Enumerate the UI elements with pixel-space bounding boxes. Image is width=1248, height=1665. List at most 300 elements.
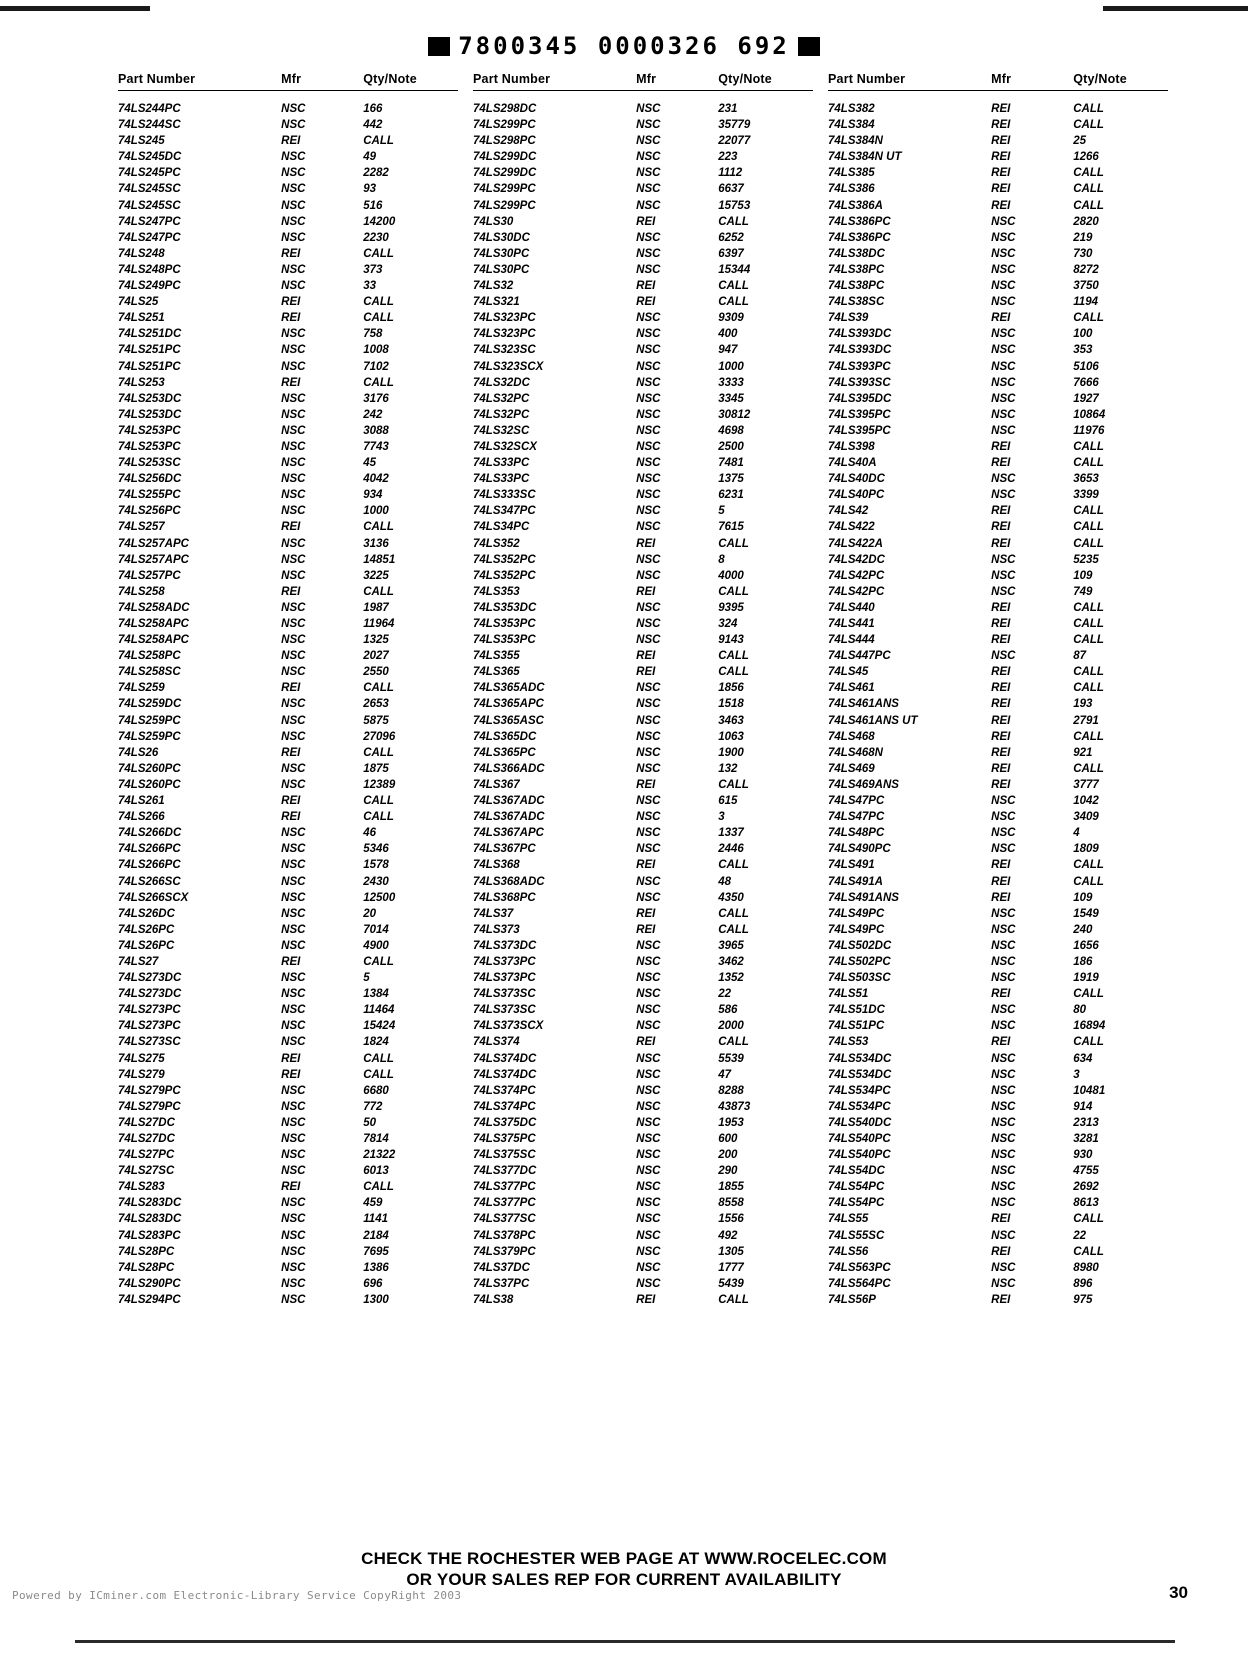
table-row bbox=[828, 632, 1168, 648]
cell-part-number: 74LS260PC bbox=[118, 778, 181, 791]
cell-part-number: 74LS323PC bbox=[473, 328, 536, 341]
cell-part-number: 74LS398 bbox=[828, 440, 875, 453]
cell-qty-note: CALL bbox=[718, 859, 749, 872]
cell-mfr: NSC bbox=[636, 1100, 661, 1113]
cell-mfr: NSC bbox=[991, 1084, 1016, 1097]
cell-part-number: 74LS461ANS bbox=[828, 698, 899, 711]
cell-qty-note: CALL bbox=[718, 666, 749, 679]
cell-qty-note: 1000 bbox=[718, 360, 744, 373]
cell-qty-note: 8558 bbox=[718, 1197, 744, 1210]
table-row bbox=[473, 342, 813, 358]
table-row bbox=[118, 600, 458, 616]
cell-part-number: 74LS42PC bbox=[828, 569, 885, 582]
cell-mfr: NSC bbox=[636, 328, 661, 341]
cell-mfr: NSC bbox=[281, 440, 306, 453]
cell-qty-note: 7615 bbox=[718, 521, 744, 534]
cell-qty-note: 231 bbox=[718, 103, 738, 115]
cell-part-number: 74LS55SC bbox=[828, 1229, 885, 1242]
table-row bbox=[473, 906, 813, 922]
cell-qty-note: CALL bbox=[718, 215, 749, 228]
cell-part-number: 74LS283DC bbox=[118, 1197, 182, 1210]
cell-part-number: 74LS422A bbox=[828, 537, 883, 550]
cell-part-number: 74LS384N bbox=[828, 135, 883, 148]
cell-part-number: 74LS367ADC bbox=[473, 795, 545, 808]
cell-mfr: NSC bbox=[991, 1277, 1016, 1290]
table-row bbox=[828, 439, 1168, 455]
table-row bbox=[118, 262, 458, 278]
cell-mfr: NSC bbox=[281, 167, 306, 180]
cell-part-number: 74LS49PC bbox=[828, 923, 885, 936]
table-row bbox=[118, 825, 458, 841]
cell-mfr: NSC bbox=[991, 1004, 1016, 1017]
cell-qty-note: 896 bbox=[1073, 1277, 1093, 1290]
table-row bbox=[118, 745, 458, 761]
table-row bbox=[828, 310, 1168, 326]
cell-qty-note: CALL bbox=[718, 280, 749, 293]
table-row bbox=[828, 680, 1168, 696]
cell-mfr: NSC bbox=[281, 698, 306, 711]
table-row bbox=[473, 471, 813, 487]
cell-qty-note: 3 bbox=[718, 811, 725, 824]
cell-part-number: 74LS502DC bbox=[828, 939, 892, 952]
cell-part-number: 74LS395DC bbox=[828, 392, 892, 405]
cell-qty-note: CALL bbox=[1073, 1036, 1104, 1049]
cell-mfr: NSC bbox=[281, 1213, 306, 1226]
cell-qty-note: 22 bbox=[1073, 1229, 1087, 1242]
table-row bbox=[118, 423, 458, 439]
cell-qty-note: 1375 bbox=[718, 473, 744, 486]
table-row bbox=[118, 91, 458, 118]
cell-qty-note: 6013 bbox=[363, 1165, 389, 1178]
cell-qty-note: CALL bbox=[1073, 762, 1104, 775]
cell-mfr: NSC bbox=[281, 1245, 306, 1258]
cell-mfr: REI bbox=[991, 1293, 1011, 1306]
cell-part-number: 74LS299PC bbox=[473, 119, 536, 132]
cell-mfr: REI bbox=[991, 618, 1011, 630]
cell-mfr: NSC bbox=[991, 247, 1016, 260]
table-row bbox=[828, 648, 1168, 664]
cell-part-number: 74LS266DC bbox=[118, 827, 182, 840]
cell-mfr: NSC bbox=[281, 215, 306, 228]
cell-qty-note: CALL bbox=[363, 296, 394, 309]
cell-qty-note: 921 bbox=[1073, 746, 1093, 759]
cell-part-number: 74LS253PC bbox=[118, 440, 181, 453]
cell-mfr: NSC bbox=[991, 1181, 1016, 1194]
cell-qty-note: 47 bbox=[718, 1068, 732, 1081]
cell-part-number: 74LS258PC bbox=[118, 650, 181, 663]
cell-mfr: NSC bbox=[281, 505, 306, 518]
cell-qty-note: 696 bbox=[363, 1277, 383, 1290]
cell-mfr: NSC bbox=[281, 1277, 306, 1290]
table-row bbox=[473, 536, 813, 552]
cell-mfr: NSC bbox=[991, 215, 1016, 228]
table-row bbox=[473, 809, 813, 825]
cell-qty-note: 2653 bbox=[363, 698, 389, 711]
table-row bbox=[828, 713, 1168, 729]
table-row bbox=[473, 745, 813, 761]
cell-mfr: REI bbox=[281, 1052, 301, 1065]
cell-qty-note: 1987 bbox=[363, 601, 389, 614]
cell-qty-note: CALL bbox=[363, 585, 394, 598]
cell-mfr: NSC bbox=[991, 827, 1016, 840]
table-row bbox=[473, 632, 813, 648]
cell-part-number: 74LS534DC bbox=[828, 1052, 892, 1065]
cell-part-number: 74LS28PC bbox=[118, 1245, 175, 1258]
cell-qty-note: 10481 bbox=[1073, 1084, 1106, 1097]
cell-qty-note: CALL bbox=[1073, 1245, 1104, 1258]
footer-line-1: CHECK THE ROCHESTER WEB PAGE AT WWW.ROCELEC.COM bbox=[361, 1549, 887, 1568]
cell-qty-note: 2282 bbox=[363, 167, 389, 180]
cell-qty-note: 6231 bbox=[718, 489, 744, 502]
table-row bbox=[118, 922, 458, 938]
cell-part-number: 74LS32SC bbox=[473, 424, 530, 437]
cell-mfr: REI bbox=[991, 457, 1011, 470]
cell-mfr: NSC bbox=[636, 972, 661, 985]
cell-mfr: NSC bbox=[636, 843, 661, 856]
table-row bbox=[828, 246, 1168, 262]
cell-part-number: 74LS379PC bbox=[473, 1245, 536, 1258]
table-row bbox=[473, 1051, 813, 1067]
cell-mfr: NSC bbox=[991, 424, 1016, 437]
cell-mfr: NSC bbox=[636, 1277, 661, 1290]
cell-part-number: 74LS283PC bbox=[118, 1229, 181, 1242]
cell-part-number: 74LS38DC bbox=[828, 247, 885, 260]
cell-qty-note: 934 bbox=[363, 489, 383, 502]
cell-qty-note: CALL bbox=[718, 296, 749, 309]
cell-part-number: 74LS257PC bbox=[118, 569, 181, 582]
cell-qty-note: 2550 bbox=[363, 666, 389, 679]
cell-part-number: 74LS365 bbox=[473, 666, 520, 679]
cell-qty-note: 749 bbox=[1073, 585, 1093, 598]
cell-part-number: 74LS26 bbox=[118, 746, 159, 759]
cell-qty-note: 1386 bbox=[363, 1261, 389, 1274]
cell-part-number: 74LS377PC bbox=[473, 1197, 536, 1210]
cell-qty-note: 3225 bbox=[363, 569, 389, 582]
column-header-qty-note: Qty/Note bbox=[363, 72, 458, 91]
column-header-mfr: Mfr bbox=[636, 72, 718, 91]
table-row bbox=[828, 407, 1168, 423]
cell-mfr: NSC bbox=[991, 1229, 1016, 1242]
cell-qty-note: CALL bbox=[1073, 183, 1104, 196]
cell-mfr: NSC bbox=[991, 939, 1016, 952]
cell-part-number: 74LS251PC bbox=[118, 360, 181, 373]
cell-mfr: NSC bbox=[281, 457, 306, 470]
cell-mfr: NSC bbox=[281, 891, 306, 904]
cell-mfr: REI bbox=[991, 891, 1011, 904]
cell-qty-note: 1325 bbox=[363, 634, 389, 647]
cell-mfr: NSC bbox=[281, 972, 306, 985]
table-row bbox=[118, 680, 458, 696]
table-row bbox=[118, 1051, 458, 1067]
cell-qty-note: CALL bbox=[718, 778, 749, 791]
cell-part-number: 74LS382 bbox=[828, 103, 875, 115]
cell-part-number: 74LS249PC bbox=[118, 280, 181, 293]
cell-part-number: 74LS245 bbox=[118, 135, 165, 148]
cell-part-number: 74LS42PC bbox=[828, 585, 885, 598]
cell-mfr: NSC bbox=[636, 408, 661, 421]
table-row bbox=[118, 536, 458, 552]
table-row bbox=[828, 584, 1168, 600]
cell-qty-note: 14851 bbox=[363, 553, 396, 566]
table-row bbox=[118, 1002, 458, 1018]
table-row bbox=[828, 922, 1168, 938]
cell-qty-note: 3345 bbox=[718, 392, 744, 405]
table-row bbox=[118, 391, 458, 407]
cell-qty-note: CALL bbox=[1073, 682, 1104, 695]
cell-qty-note: 7743 bbox=[363, 440, 389, 453]
cell-part-number: 74LS395PC bbox=[828, 424, 891, 437]
cell-part-number: 74LS469ANS bbox=[828, 778, 899, 791]
column-header-mfr: Mfr bbox=[991, 72, 1073, 91]
cell-qty-note: 132 bbox=[718, 762, 738, 775]
cell-part-number: 74LS440 bbox=[828, 601, 875, 614]
table-row bbox=[828, 342, 1168, 358]
column-header-qty-note: Qty/Note bbox=[1073, 72, 1168, 91]
table-row bbox=[118, 841, 458, 857]
cell-part-number: 74LS256DC bbox=[118, 473, 182, 486]
table-row bbox=[828, 455, 1168, 471]
cell-qty-note: 586 bbox=[718, 1004, 738, 1017]
cell-part-number: 74LS279PC bbox=[118, 1100, 181, 1113]
cell-part-number: 74LS378PC bbox=[473, 1229, 536, 1242]
cell-part-number: 74LS299DC bbox=[473, 167, 537, 180]
cell-part-number: 74LS540PC bbox=[828, 1133, 891, 1145]
cell-qty-note: CALL bbox=[1073, 1213, 1104, 1226]
cell-qty-note: 459 bbox=[363, 1197, 383, 1210]
cell-mfr: NSC bbox=[281, 103, 306, 115]
table-row bbox=[473, 890, 813, 906]
table-row bbox=[473, 954, 813, 970]
cell-qty-note: 5346 bbox=[363, 843, 389, 856]
cell-qty-note: 15424 bbox=[363, 1020, 396, 1033]
table-row bbox=[118, 1276, 458, 1292]
cell-qty-note: 516 bbox=[363, 199, 383, 212]
table-row bbox=[473, 1260, 813, 1276]
cell-qty-note: 914 bbox=[1073, 1100, 1093, 1113]
table-row bbox=[118, 487, 458, 503]
cell-mfr: NSC bbox=[281, 601, 306, 614]
cell-mfr: NSC bbox=[281, 231, 306, 244]
cell-mfr: NSC bbox=[636, 167, 661, 180]
cell-qty-note: CALL bbox=[1073, 521, 1104, 534]
table-row bbox=[118, 294, 458, 310]
cell-mfr: NSC bbox=[636, 344, 661, 357]
column-header-part-number: Part Number bbox=[118, 72, 281, 91]
cell-part-number: 74LS365ASC bbox=[473, 714, 544, 727]
table-row bbox=[828, 1147, 1168, 1163]
table-row bbox=[828, 1051, 1168, 1067]
cell-qty-note: CALL bbox=[363, 312, 394, 325]
cell-qty-note: 1556 bbox=[718, 1213, 744, 1226]
cell-mfr: NSC bbox=[281, 344, 306, 357]
cell-qty-note: 4900 bbox=[363, 939, 389, 952]
table-row bbox=[828, 552, 1168, 568]
table-row bbox=[828, 1115, 1168, 1131]
listing-column-3 bbox=[828, 72, 1168, 1308]
cell-qty-note: CALL bbox=[1073, 730, 1104, 743]
cell-qty-note: CALL bbox=[1073, 988, 1104, 1001]
table-row bbox=[828, 600, 1168, 616]
cell-part-number: 74LS251DC bbox=[118, 328, 182, 341]
cell-qty-note: 1919 bbox=[1073, 972, 1099, 985]
cell-qty-note: 3333 bbox=[718, 376, 744, 389]
cell-part-number: 74LS283 bbox=[118, 1181, 165, 1194]
cell-part-number: 74LS299PC bbox=[473, 183, 536, 196]
cell-qty-note: CALL bbox=[363, 376, 394, 389]
cell-mfr: NSC bbox=[636, 247, 661, 260]
table-row bbox=[118, 713, 458, 729]
table-row bbox=[118, 1292, 458, 1308]
cell-part-number: 74LS37PC bbox=[473, 1277, 530, 1290]
cell-mfr: NSC bbox=[636, 795, 661, 808]
cell-qty-note: CALL bbox=[1073, 537, 1104, 550]
cell-qty-note: 9309 bbox=[718, 312, 744, 325]
cell-qty-note: 8613 bbox=[1073, 1197, 1099, 1210]
cell-part-number: 74LS56 bbox=[828, 1245, 869, 1258]
cell-part-number: 74LS259 bbox=[118, 682, 165, 695]
cell-part-number: 74LS374DC bbox=[473, 1052, 537, 1065]
cell-mfr: REI bbox=[991, 714, 1011, 727]
cell-qty-note: 5106 bbox=[1073, 360, 1099, 373]
cell-part-number: 74LS377SC bbox=[473, 1213, 536, 1226]
cell-mfr: NSC bbox=[636, 440, 661, 453]
cell-mfr: REI bbox=[636, 537, 656, 550]
table-row bbox=[473, 1276, 813, 1292]
cell-qty-note: 5439 bbox=[718, 1277, 744, 1290]
parts-table-2 bbox=[473, 72, 813, 1308]
cell-part-number: 74LS257APC bbox=[118, 553, 189, 566]
cell-part-number: 74LS368ADC bbox=[473, 875, 545, 888]
cell-part-number: 74LS352 bbox=[473, 537, 520, 550]
cell-mfr: REI bbox=[991, 988, 1011, 1001]
cell-part-number: 74LS37DC bbox=[473, 1261, 530, 1274]
table-row bbox=[828, 262, 1168, 278]
cell-qty-note: 2313 bbox=[1073, 1116, 1099, 1129]
table-row bbox=[828, 777, 1168, 793]
cell-mfr: REI bbox=[281, 682, 301, 695]
cell-mfr: NSC bbox=[636, 199, 661, 212]
cell-part-number: 74LS259PC bbox=[118, 714, 181, 727]
cell-qty-note: 3463 bbox=[718, 714, 744, 727]
cell-mfr: NSC bbox=[991, 1261, 1016, 1274]
cell-part-number: 74LS347PC bbox=[473, 505, 536, 518]
cell-qty-note: 975 bbox=[1073, 1293, 1093, 1306]
cell-part-number: 74LS258 bbox=[118, 585, 165, 598]
cell-mfr: NSC bbox=[281, 569, 306, 582]
cell-part-number: 74LS373DC bbox=[473, 939, 537, 952]
table-row bbox=[473, 1147, 813, 1163]
table-row bbox=[828, 149, 1168, 165]
cell-part-number: 74LS253DC bbox=[118, 408, 182, 421]
cell-mfr: NSC bbox=[281, 489, 306, 502]
cell-mfr: NSC bbox=[991, 843, 1016, 856]
cell-qty-note: 12500 bbox=[363, 891, 396, 904]
cell-mfr: NSC bbox=[281, 1261, 306, 1274]
cell-mfr: NSC bbox=[991, 1165, 1016, 1178]
cell-qty-note: CALL bbox=[1073, 859, 1104, 872]
cell-part-number: 74LS47PC bbox=[828, 811, 885, 824]
cell-qty-note: 3 bbox=[1073, 1068, 1080, 1081]
cell-qty-note: CALL bbox=[1073, 440, 1104, 453]
cell-mfr: NSC bbox=[636, 457, 661, 470]
cell-mfr: NSC bbox=[281, 1149, 306, 1162]
cell-mfr: NSC bbox=[281, 859, 306, 872]
cell-mfr: NSC bbox=[281, 730, 306, 743]
cell-qty-note: 442 bbox=[363, 119, 383, 132]
cell-part-number: 74LS33PC bbox=[473, 457, 530, 470]
cell-qty-note: 9395 bbox=[718, 601, 744, 614]
cell-mfr: NSC bbox=[636, 1084, 661, 1097]
cell-part-number: 74LS373SC bbox=[473, 1004, 536, 1017]
cell-mfr: NSC bbox=[281, 714, 306, 727]
cell-mfr: NSC bbox=[281, 280, 306, 293]
cell-qty-note: 166 bbox=[363, 103, 383, 115]
cell-mfr: REI bbox=[636, 280, 656, 293]
cell-part-number: 74LS260PC bbox=[118, 762, 181, 775]
cell-qty-note: 2184 bbox=[363, 1229, 389, 1242]
cell-mfr: NSC bbox=[991, 1068, 1016, 1081]
cell-qty-note: 3462 bbox=[718, 955, 744, 968]
cell-qty-note: 1194 bbox=[1073, 296, 1098, 309]
cell-qty-note: 615 bbox=[718, 795, 738, 808]
cell-part-number: 74LS40DC bbox=[828, 473, 885, 486]
table-row bbox=[473, 664, 813, 680]
table-row bbox=[473, 375, 813, 391]
cell-part-number: 74LS39 bbox=[828, 312, 869, 325]
table-row bbox=[473, 133, 813, 149]
cell-qty-note: 353 bbox=[1073, 344, 1093, 357]
cell-mfr: REI bbox=[991, 666, 1011, 679]
cell-mfr: REI bbox=[636, 585, 656, 598]
cell-qty-note: 3965 bbox=[718, 939, 744, 952]
cell-qty-note: 43873 bbox=[718, 1100, 751, 1113]
cell-part-number: 74LS51PC bbox=[828, 1020, 885, 1033]
table-row bbox=[828, 391, 1168, 407]
cell-mfr: REI bbox=[281, 1181, 301, 1194]
cell-qty-note: 3777 bbox=[1073, 778, 1099, 791]
table-row bbox=[118, 1067, 458, 1083]
cell-mfr: REI bbox=[281, 312, 301, 325]
cell-mfr: REI bbox=[636, 778, 656, 791]
cell-mfr: NSC bbox=[636, 875, 661, 888]
cell-qty-note: 15753 bbox=[718, 199, 751, 212]
cell-qty-note: CALL bbox=[718, 650, 749, 663]
table-row bbox=[473, 1099, 813, 1115]
cell-part-number: 74LS256PC bbox=[118, 505, 181, 518]
cell-mfr: NSC bbox=[636, 1261, 661, 1274]
cell-qty-note: CALL bbox=[363, 811, 394, 824]
cell-part-number: 74LS51DC bbox=[828, 1004, 885, 1017]
cell-mfr: NSC bbox=[636, 698, 661, 711]
cell-part-number: 74LS54DC bbox=[828, 1165, 885, 1178]
cell-qty-note: 1953 bbox=[718, 1116, 744, 1129]
table-row bbox=[828, 198, 1168, 214]
cell-part-number: 74LS244SC bbox=[118, 119, 181, 132]
table-row bbox=[118, 970, 458, 986]
table-row bbox=[473, 986, 813, 1002]
cell-part-number: 74LS26DC bbox=[118, 907, 175, 920]
cell-qty-note: 4698 bbox=[718, 424, 744, 437]
cell-mfr: NSC bbox=[991, 1149, 1016, 1162]
table-row bbox=[118, 777, 458, 793]
cell-part-number: 74LS266SC bbox=[118, 875, 181, 888]
table-row bbox=[473, 181, 813, 197]
cell-mfr: NSC bbox=[281, 939, 306, 952]
cell-qty-note: CALL bbox=[718, 923, 749, 936]
cell-part-number: 74LS373PC bbox=[473, 972, 536, 985]
cell-qty-note: 1042 bbox=[1073, 795, 1099, 808]
table-row bbox=[118, 632, 458, 648]
